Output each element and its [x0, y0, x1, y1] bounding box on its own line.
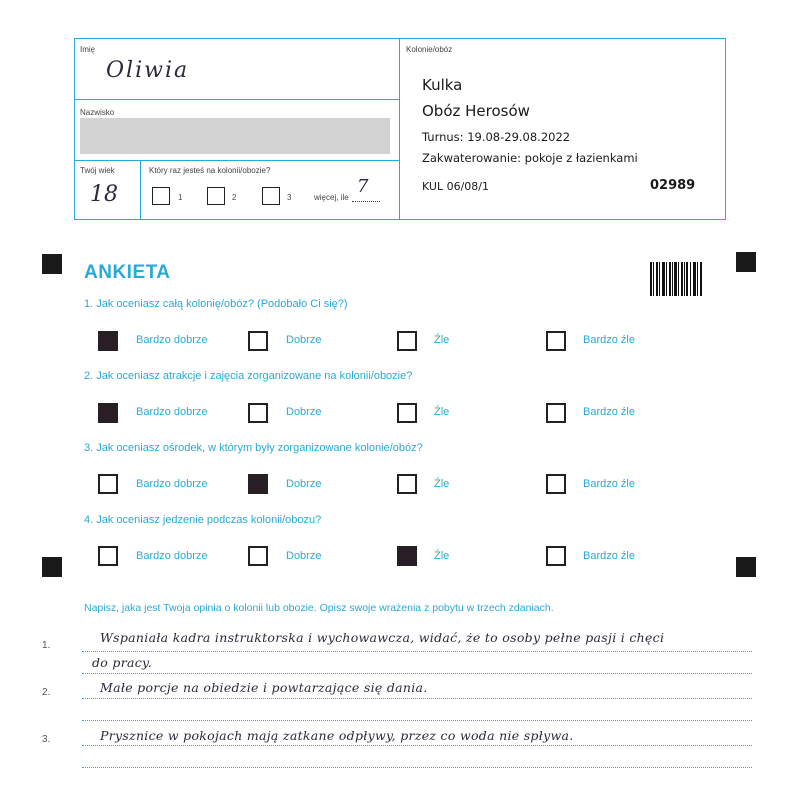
name-separator: [74, 99, 400, 100]
writing-line: [82, 673, 752, 674]
more-value[interactable]: 7: [357, 176, 369, 197]
answer-2[interactable]: Małe porcje na obiedzie i powtarzające się dania.: [100, 680, 428, 695]
survey-title: ANKIETA: [84, 262, 171, 283]
times-checkbox-3[interactable]: [262, 187, 280, 205]
q3-option-label: Źle: [434, 478, 450, 490]
q1-option-label: Źle: [434, 334, 450, 346]
camp-subtitle: Obóz Herosów: [422, 102, 530, 120]
q4-checkbox-bardzo-dobrze[interactable]: [98, 546, 118, 566]
name-label: Imię: [80, 45, 96, 54]
camp-code: KUL 06/08/1: [422, 180, 489, 193]
q2-option-label: Bardzo źle: [583, 406, 635, 418]
registration-marker-bottom-left: [42, 557, 62, 577]
q1-option-label: Bardzo dobrze: [136, 334, 208, 346]
header-divider: [399, 38, 400, 219]
writing-line: [82, 698, 752, 699]
line-number-1: 1.: [42, 640, 51, 651]
registration-marker-top-left: [42, 254, 62, 274]
age-divider: [140, 160, 141, 219]
camp-name: Kulka: [422, 76, 463, 94]
q1-checkbox-dobrze[interactable]: [248, 331, 268, 351]
q3-option-label: Bardzo dobrze: [136, 478, 208, 490]
registration-marker-bottom-right: [736, 557, 756, 577]
q4-checkbox-zle[interactable]: [397, 546, 417, 566]
question-2: 2. Jak oceniasz atrakcje i zajęcia zorganizowane na kolonii/obozie?: [84, 370, 413, 382]
registration-marker-top-right: [736, 252, 756, 272]
name-value[interactable]: Oliwia: [106, 58, 190, 83]
times-option-1: 1: [178, 193, 183, 202]
age-label: Twój wiek: [80, 166, 115, 175]
times-option-3: 3: [287, 193, 292, 202]
question-3: 3. Jak oceniasz ośrodek, w którym były zorganizowane kolonie/obóz?: [84, 442, 423, 454]
q4-option-label: Bardzo źle: [583, 550, 635, 562]
q3-checkbox-bardzo-dobrze[interactable]: [98, 474, 118, 494]
line-number-2: 2.: [42, 687, 51, 698]
barcode-icon: [650, 262, 702, 296]
q1-option-label: Bardzo źle: [583, 334, 635, 346]
turnus: Turnus: 19.08-29.08.2022: [422, 130, 571, 144]
q1-checkbox-zle[interactable]: [397, 331, 417, 351]
surname-separator: [74, 160, 400, 161]
accommodation: Zakwaterowanie: pokoje z łazienkami: [422, 151, 638, 165]
writing-line: [82, 651, 752, 652]
age-value[interactable]: 18: [90, 182, 118, 207]
q4-option-label: Dobrze: [286, 550, 322, 562]
q2-option-label: Źle: [434, 406, 450, 418]
q3-checkbox-dobrze[interactable]: [248, 474, 268, 494]
writing-line: [82, 720, 752, 721]
writing-line: [82, 767, 752, 768]
times-option-2: 2: [232, 193, 237, 202]
times-checkbox-1[interactable]: [152, 187, 170, 205]
q4-option-label: Bardzo dobrze: [136, 550, 208, 562]
times-checkbox-2[interactable]: [207, 187, 225, 205]
q2-checkbox-bardzo-dobrze[interactable]: [98, 403, 118, 423]
q4-checkbox-bardzo-zle[interactable]: [546, 546, 566, 566]
q2-checkbox-dobrze[interactable]: [248, 403, 268, 423]
line-number-3: 3.: [42, 734, 51, 745]
opinion-prompt: Napisz, jaka jest Twoja opinia o kolonii lub obozie. Opisz swoje wrażenia z pobytu w trzech zdaniach.: [84, 602, 554, 614]
question-1: 1. Jak oceniasz całą kolonię/obóz? (Podobało Ci się?): [84, 298, 348, 310]
q2-option-label: Dobrze: [286, 406, 322, 418]
answer-1-line-1[interactable]: Wspaniała kadra instruktorska i wychowawcza, widać, że to osoby pełne pasji i chęci: [100, 630, 665, 645]
answer-1-line-2[interactable]: do pracy.: [92, 655, 153, 670]
form-number: 02989: [650, 178, 696, 193]
times-label: Który raz jesteś na kolonii/obozie?: [149, 166, 271, 175]
answer-3[interactable]: Prysznice w pokojach mają zatkane odpływy, przez co woda nie spływa.: [100, 728, 574, 743]
q4-checkbox-dobrze[interactable]: [248, 546, 268, 566]
q3-option-label: Dobrze: [286, 478, 322, 490]
surname-label: Nazwisko: [80, 108, 115, 117]
more-label: więcej, ile: [314, 193, 349, 202]
question-4: 4. Jak oceniasz jedzenie podczas kolonii/obozu?: [84, 514, 322, 526]
q1-checkbox-bardzo-zle[interactable]: [546, 331, 566, 351]
writing-line: [82, 745, 752, 746]
surname-redaction: [80, 118, 390, 154]
q4-option-label: Źle: [434, 550, 450, 562]
more-dotted-line: [352, 201, 380, 202]
q3-option-label: Bardzo źle: [583, 478, 635, 490]
q2-checkbox-zle[interactable]: [397, 403, 417, 423]
q2-option-label: Bardzo dobrze: [136, 406, 208, 418]
q3-checkbox-zle[interactable]: [397, 474, 417, 494]
q1-option-label: Dobrze: [286, 334, 322, 346]
q1-checkbox-bardzo-dobrze[interactable]: [98, 331, 118, 351]
q3-checkbox-bardzo-zle[interactable]: [546, 474, 566, 494]
camp-label: Kolonie/obóz: [406, 45, 453, 54]
q2-checkbox-bardzo-zle[interactable]: [546, 403, 566, 423]
